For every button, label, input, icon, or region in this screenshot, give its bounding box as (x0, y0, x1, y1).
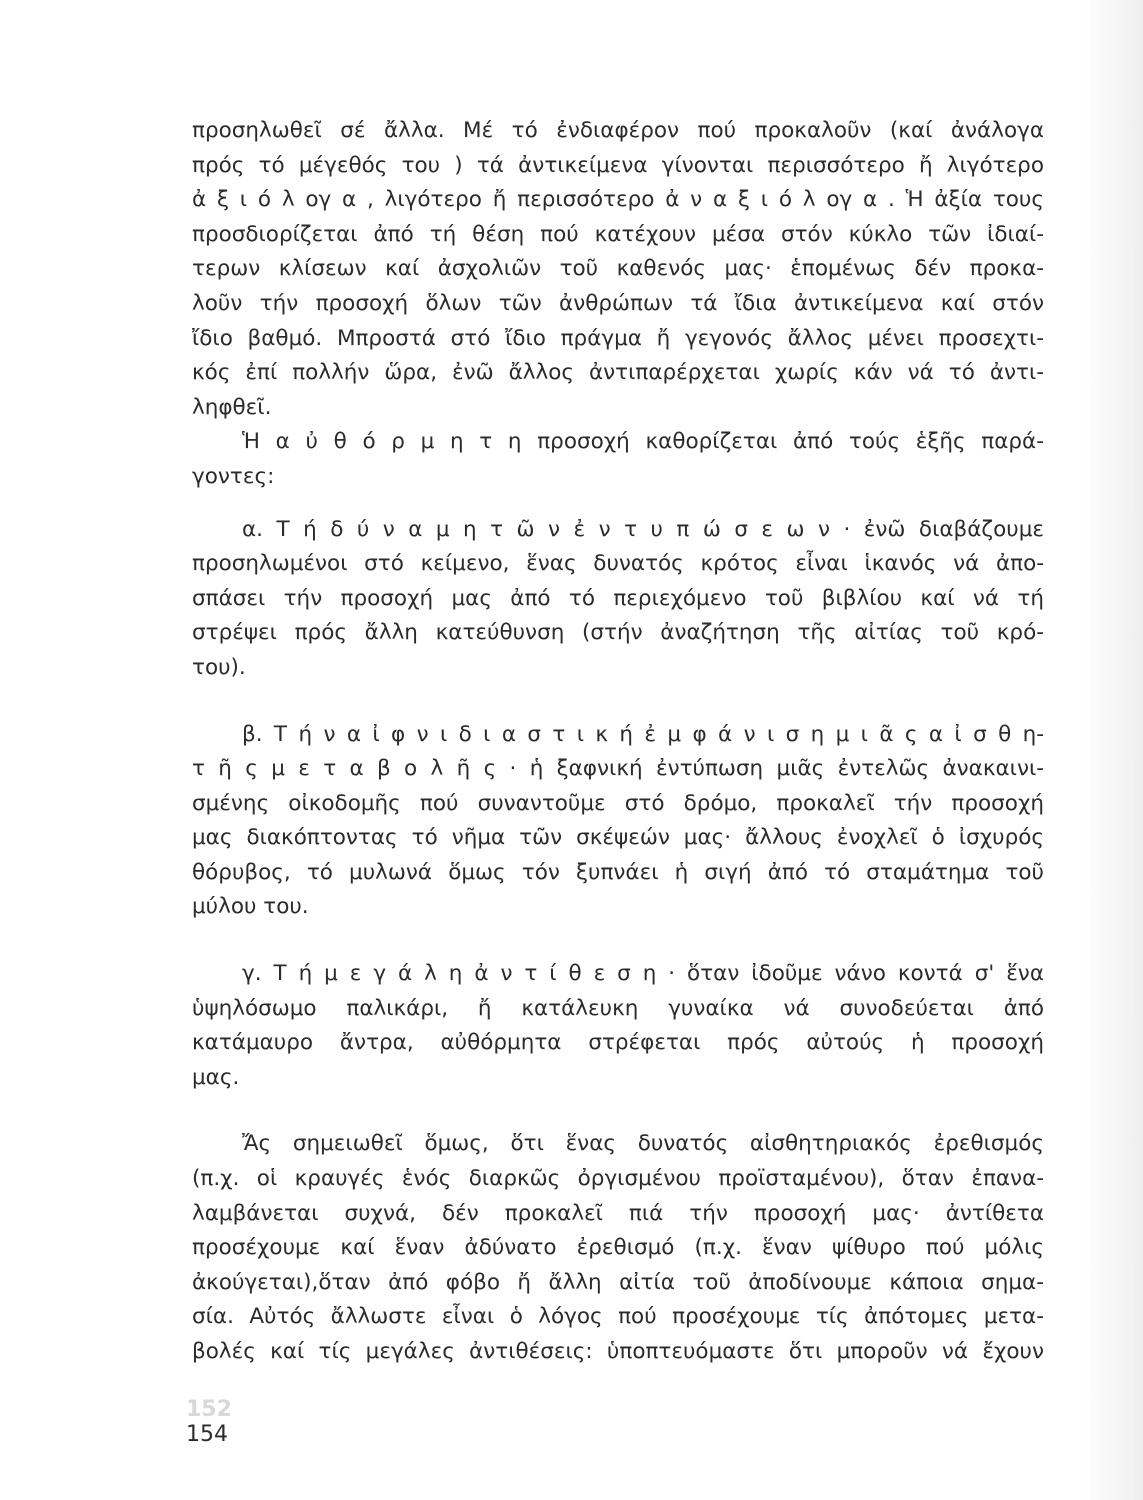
text-line: Ἡ α ὐ θ ό ρ μ η τ η προσοχή καθορίζεται ἀπό τούς ἑξῆς παρά- (242, 429, 1044, 455)
text-line: β. Τ ή ν α ἰ φ ν ι δ ι α σ τ ι κ ή ἐ μ φ ά ν ι σ η μ ι ᾶ ς α ἰ σ θ η- (242, 721, 1044, 747)
text-line: μύλου του. (192, 894, 309, 920)
paragraph-gap (192, 925, 1044, 957)
text-line: ἀκούγεται),ὅταν ἀπό φόβο ἤ ἄλλη αἰτία τοῦ ἀποδίνουμε κάποια σημα- (192, 1269, 1044, 1295)
paragraph-spontaneous-attention (192, 425, 1044, 494)
text-line: τ ῆ ς μ ε τ α β ο λ ῆ ς · ἡ ξαφνική ἐντύπωση μιᾶς ἐντελῶς ἀνακαινι- (192, 756, 1044, 782)
text-line: στρέψει πρός ἄλλη κατεύθυνση (στήν ἀναζήτηση τῆς αἰτίας τοῦ κρό- (192, 620, 1044, 646)
text-line: λαμβάνεται συχνά, δέν προκαλεῖ πιά τήν προσοχή μας· ἀντίθετα (192, 1200, 1044, 1226)
text-line: προσδιορίζεται ἀπό τή θέση πού κατέχουν μέσα στόν κύκλο τῶν ἰδιαί- (192, 221, 1044, 247)
paragraph-note (192, 1127, 1044, 1369)
text-line: ὑψηλόσωμο παλικάρι, ἤ κατάλευκη γυναίκα νά συνοδεύεται ἀπό (192, 995, 1044, 1021)
text-line: προσέχουμε καί ἕναν ἀδύνατο ἐρεθισμό (π.χ. ἕναν ψίθυρο πού μόλις (192, 1235, 1044, 1261)
page-number: 154 (186, 1422, 228, 1447)
text-line: ληφθεῖ. (192, 394, 272, 420)
page-edge-shade (1083, 0, 1143, 1500)
paragraph-item-b (192, 718, 1044, 926)
paragraph-gap (192, 1095, 1044, 1127)
text-line: σία. Αὐτός ἄλλωστε εἶναι ὁ λόγος πού προσέχουμε τίς ἀπότομες μετα- (192, 1304, 1044, 1330)
paragraph-item-a (192, 513, 1044, 686)
ghost-page-number: 152 (186, 1397, 232, 1422)
paragraph-intro (192, 114, 1044, 425)
text-line: τερων κλίσεων καί ἀσχολιῶν τοῦ καθενός μας· ἑπομένως δέν προκα- (192, 256, 1044, 282)
text-line: πρός τό μέγεθός του ) τά ἀντικείμενα γίνονται περισσότερο ἤ λιγότερο (192, 152, 1044, 178)
text-line: κατάμαυρο ἄντρα, αὐθόρμητα στρέφεται πρός αὐτούς ἡ προσοχή (192, 1030, 1044, 1056)
text-line: γ. Τ ή μ ε γ ά λ η ἀ ν τ ί θ ε σ η · ὅταν ἰδοῦμε νάνο κοντά σ' ἕνα (242, 961, 1044, 987)
text-line: (π.χ. οἱ κραυγές ἑνός διαρκῶς ὀργισμένου προϊσταμένου), ὅταν ἐπανα- (192, 1166, 1044, 1192)
text-line: γοντες: (192, 463, 275, 489)
body-text (192, 114, 1044, 1370)
text-line: προσηλωθεῖ σέ ἄλλα. Μέ τό ἐνδιαφέρον πού προκαλοῦν (καί ἀνάλογα (192, 118, 1044, 143)
text-line: κός ἐπί πολλήν ὥρα, ἐνῶ ἄλλος ἀντιπαρέρχεται χωρίς κάν νά τό ἀντι- (192, 360, 1044, 386)
text-line: λοῦν τήν προσοχή ὅλων τῶν ἀνθρώπων τά ἴδια ἀντικείμενα καί στόν (192, 290, 1044, 316)
text-line: σπάσει τήν προσοχή μας ἀπό τό περιεχόμενο τοῦ βιβλίου καί νά τή (192, 585, 1044, 611)
text-line: Ἄς σημειωθεῖ ὅμως, ὅτι ἕνας δυνατός αἰσθητηριακός ἐρεθισμός (242, 1131, 1044, 1157)
text-line: σμένης οἰκοδομῆς πού συναντοῦμε στό δρόμο, προκαλεῖ τήν προσοχή (192, 790, 1044, 816)
paragraph-gap (192, 686, 1044, 718)
text-line: του). (192, 654, 246, 680)
text-line: προσηλωμένοι στό κείμενο, ἕνας δυνατός κρότος εἶναι ἱκανός νά ἀπο- (192, 551, 1044, 577)
text-line: βολές καί τίς μεγάλες ἀντιθέσεις: ὑποπτευόμαστε ὅτι μποροῦν νά ἔχουν (192, 1339, 1044, 1364)
text-line: μας διακόπτοντας τό νῆμα τῶν σκέψεών μας· ἄλλους ἐνοχλεῖ ὁ ἰσχυρός (192, 825, 1044, 851)
text-line: ἀ ξ ι ό λ ογ α , λιγότερο ἤ περισσότερο ἀ ν α ξ ι ό λ ογ α . Ἡ ἀξία τους (192, 187, 1044, 213)
text-line: θόρυβος, τό μυλωνά ὅμως τόν ξυπνάει ἡ σιγή ἀπό τό σταμάτημα τοῦ (192, 859, 1044, 885)
paragraph-gap (192, 495, 1044, 513)
text-line: α. Τ ή δ ύ ν α μ η τ ῶ ν ἐ ν τ υ π ώ σ ε ω ν · ἐνῶ διαβάζουμε (242, 516, 1044, 542)
text-line: μας. (192, 1064, 240, 1090)
text-line: ἴδιο βαθμό. Μπροστά στό ἴδιο πράγμα ἤ γεγονός ἄλλος μένει προσεχτι- (192, 325, 1044, 351)
paragraph-item-c (192, 957, 1044, 1095)
